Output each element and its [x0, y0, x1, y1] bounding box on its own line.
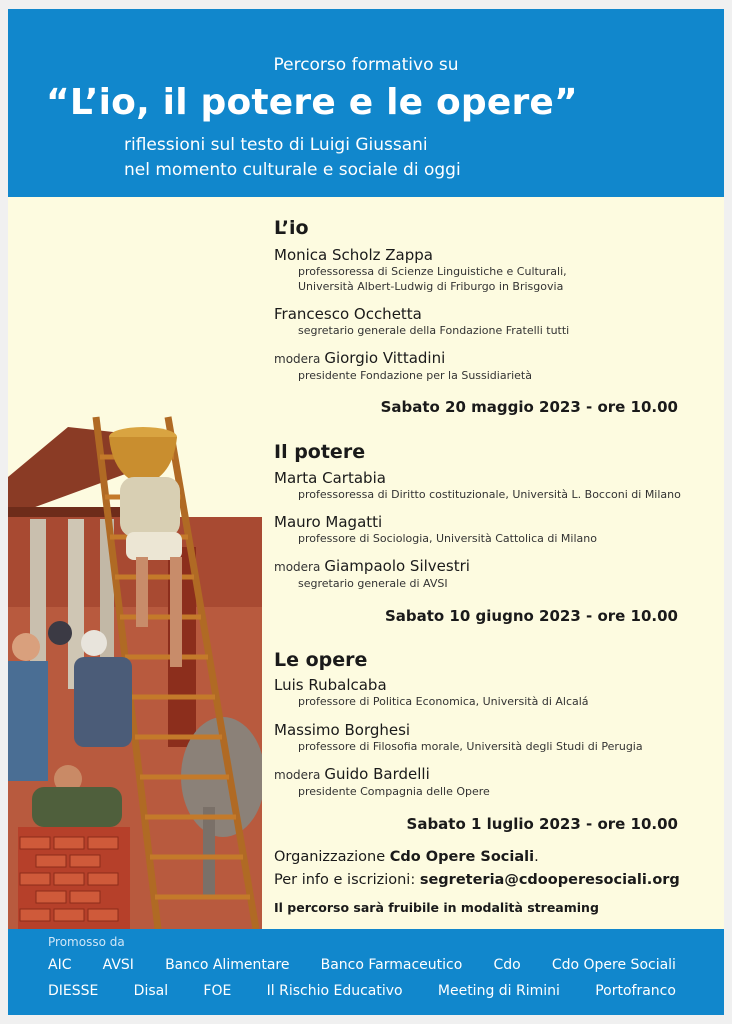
session-date: Sabato 10 giugno 2023 - ore 10.00: [384, 607, 678, 625]
promoter-name: Portofranco: [595, 983, 676, 999]
promoters-row-2: [48, 983, 676, 999]
moderator-prefix: modera: [274, 352, 321, 366]
moderator-prefix: modera: [274, 560, 321, 574]
moderator-line: [274, 349, 445, 367]
section-title-opere: Le opere: [274, 649, 368, 671]
speaker-name: Massimo Borghesi: [274, 721, 411, 739]
info-label: Per info e iscrizioni:: [274, 872, 416, 888]
promoter-name: Banco Farmaceutico: [320, 957, 463, 973]
promoted-by-label: Promosso da: [48, 935, 125, 949]
streaming-note: Il percorso sarà fruibile in modalità streaming: [274, 900, 599, 915]
speaker-name: Marta Cartabia: [274, 469, 386, 487]
promoters-row-1: [48, 957, 676, 973]
section-title-io: L’io: [274, 217, 309, 239]
poster: [8, 9, 724, 1015]
organization-name: Cdo Opere Sociali: [389, 849, 535, 865]
moderator-role: presidente Compagnia delle Opere: [298, 785, 490, 798]
moderator-role: segretario generale di AVSI: [298, 577, 448, 590]
promoter-name: FOE: [203, 983, 232, 999]
moderator-name: Giampaolo Silvestri: [324, 557, 470, 575]
promoter-name: Cdo Opere Sociali: [551, 957, 676, 973]
organization-line: [274, 849, 539, 865]
speaker-role: professore di Sociologia, Università Cattolica di Milano: [298, 532, 597, 545]
speaker-role: Università Albert-Ludwig di Friburgo in Brisgovia: [298, 280, 564, 293]
header-subtitle: Percorso formativo su: [273, 55, 459, 75]
promoter-name: Meeting di Rimini: [437, 983, 560, 999]
speaker-role: professore di Filosofia morale, Università degli Studi di Perugia: [298, 740, 643, 753]
info-line: [274, 872, 680, 888]
moderator-line: [274, 557, 470, 575]
session-date: Sabato 1 luglio 2023 - ore 10.00: [406, 815, 678, 833]
moderator-line: [274, 765, 430, 783]
moderator-role: presidente Fondazione per la Sussidiarietà: [298, 369, 532, 382]
reflection-line-1: riflessioni sul testo di Luigi Giussani: [124, 135, 428, 155]
speaker-role: professoressa di Diritto costituzionale, Università L. Bocconi di Milano: [298, 488, 681, 501]
moderator-name: Guido Bardelli: [324, 765, 430, 783]
moderator-name: Giorgio Vittadini: [324, 349, 446, 367]
promoter-name: Banco Alimentare: [165, 957, 290, 973]
section-title-potere: Il potere: [274, 441, 366, 463]
speaker-role: professoressa di Scienze Linguistiche e Culturali,: [298, 265, 567, 278]
speaker-role: segretario generale della Fondazione Fratelli tutti: [298, 324, 570, 337]
organization-label: Organizzazione: [274, 849, 386, 865]
promoter-name: AIC: [48, 957, 72, 973]
speaker-name: Mauro Magatti: [274, 513, 383, 531]
promoter-name: Cdo: [493, 957, 521, 973]
header-band: [8, 9, 724, 197]
contact-email[interactable]: segreteria@cdooperesociali.org: [419, 872, 680, 888]
header-reflection: [124, 133, 461, 183]
footer-band: [8, 929, 724, 1015]
promoter-name: AVSI: [102, 957, 134, 973]
organization-suffix: .: [534, 849, 539, 865]
session-date: Sabato 20 maggio 2023 - ore 10.00: [380, 398, 678, 416]
speaker-role: professore di Politica Economica, Università di Alcalá: [298, 695, 589, 708]
moderator-prefix: modera: [274, 768, 321, 782]
promoter-name: Disal: [133, 983, 169, 999]
header-title: “L’io, il potere e le opere”: [46, 82, 578, 123]
speaker-name: Luis Rubalcaba: [274, 676, 387, 694]
speaker-name: Monica Scholz Zappa: [274, 246, 433, 264]
promoter-name: DIESSE: [48, 983, 99, 999]
reflection-line-2: nel momento culturale e sociale di oggi: [124, 160, 461, 180]
promoter-name: Il Rischio Educativo: [266, 983, 403, 999]
speaker-name: Francesco Occhetta: [274, 305, 422, 323]
fresco-illustration: [8, 407, 262, 929]
